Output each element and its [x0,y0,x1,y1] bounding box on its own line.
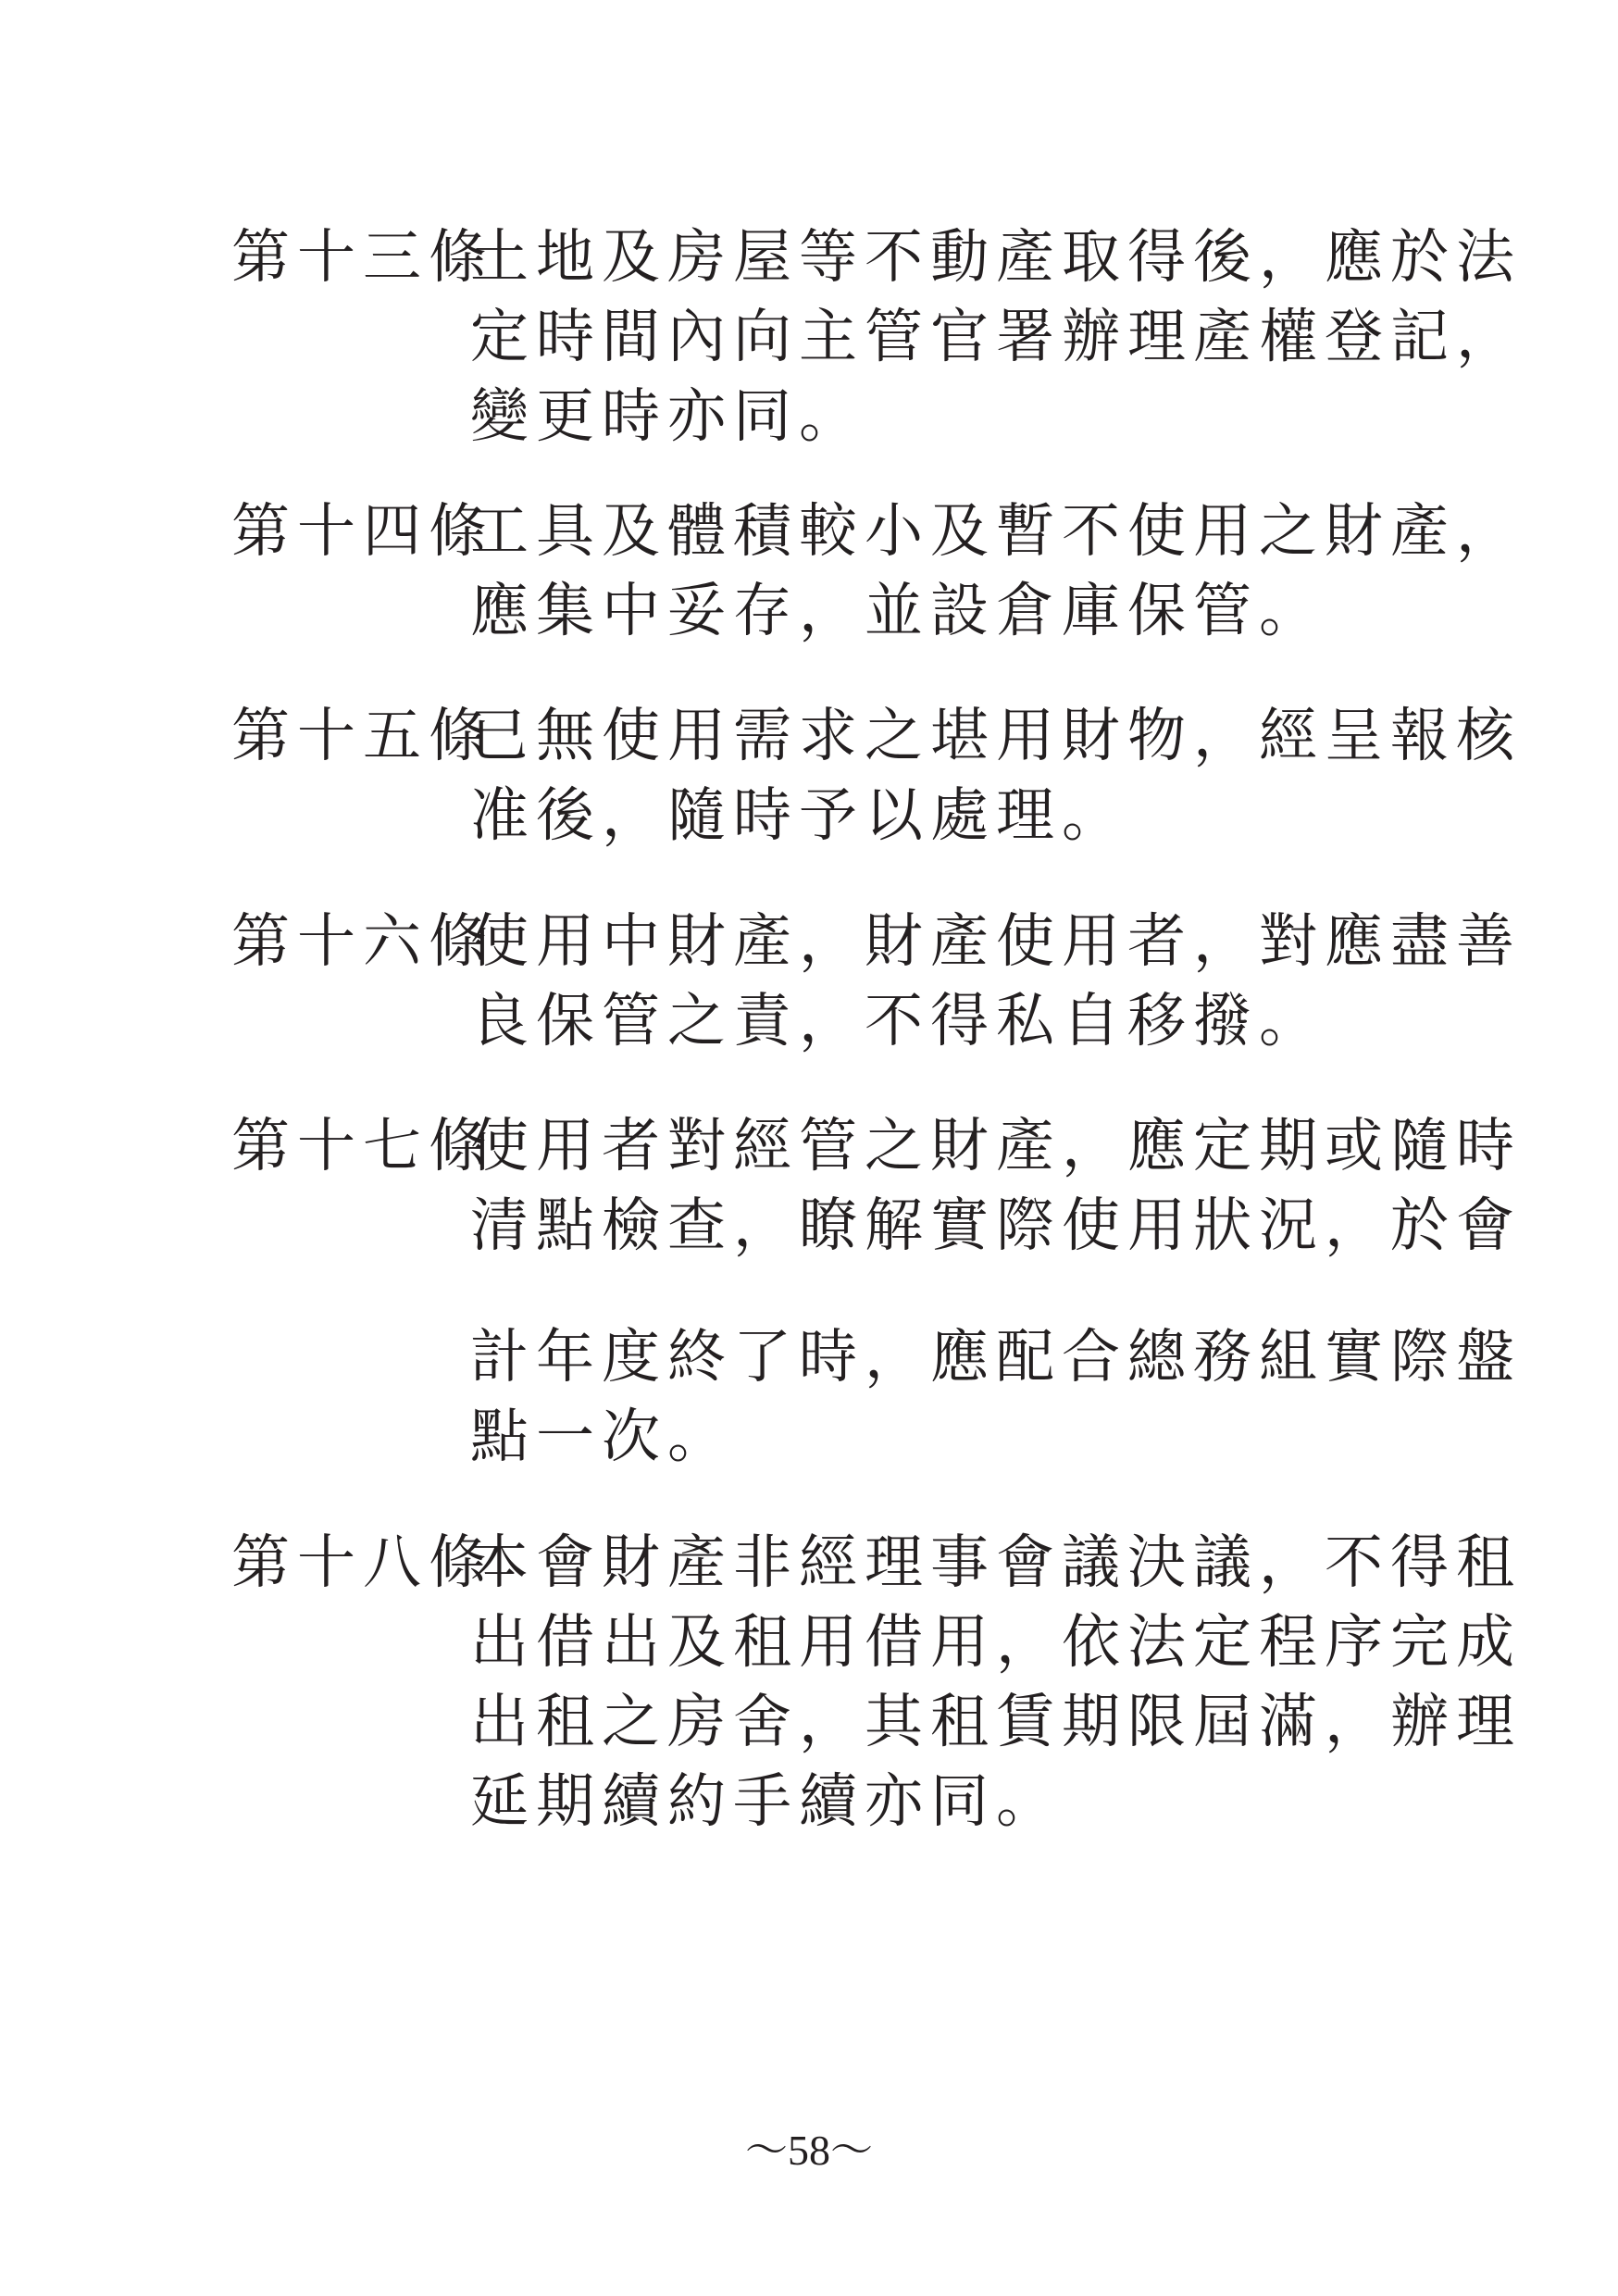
article-label: 第十五條 [231,702,494,769]
article-13 [231,218,1522,456]
article-17 [231,1106,1522,1266]
article-line [231,1397,1398,1477]
article-label: 第十三條 [231,223,494,291]
article-text: 變更時亦同。 [470,382,865,450]
article-16 [231,902,1522,1061]
article-text: 工具及體積較小及暫不使用之財產， [470,497,1522,565]
article-17-continued [231,1317,1522,1477]
article-label: 第十七條 [231,1112,494,1179]
article-text: 延期續約手續亦同。 [470,1767,1062,1835]
article-label: 第十六條 [231,907,494,975]
article-text: 本會財產非經理事會議決議，不得租 [470,1529,1522,1596]
article-text: 已無使用需求之堪用財物，經呈報核 [470,702,1522,769]
article-text: 土地及房屋等不動產取得後，應於法 [470,223,1522,291]
article-label: 第十四條 [231,497,494,565]
article-line [231,1682,1522,1762]
article-text: 使用者對經管之財產，應定期或隨時 [470,1112,1522,1179]
article-text: 准後，隨時予以處理。 [470,781,1127,849]
article-line [231,696,1522,776]
article-text: 出租之房舍，其租賃期限屆滿，辦理 [470,1688,1522,1755]
article-line [231,571,1398,651]
article-line [231,1762,1398,1841]
page-number: ～58～ [745,2127,873,2174]
article-text: 應集中妥存，並設倉庫保管。 [470,577,1325,644]
article-line [231,377,1398,456]
article-text: 定時間內向主管官署辦理產權登記， [470,303,1522,370]
article-line [231,1106,1522,1186]
article-14 [231,492,1522,651]
article-line [231,492,1522,571]
article-18 [231,1523,1522,1841]
article-line [231,981,1398,1061]
article-line [231,218,1522,297]
article-line [231,1186,1522,1266]
article-15 [231,696,1522,855]
article-text: 清點檢查，瞭解實際使用狀況，於會 [470,1192,1522,1259]
article-line [231,1523,1522,1603]
article-line [231,902,1522,981]
article-text: 出借出及租用借用，依法定程序完成 [470,1608,1522,1676]
article-text: 計年度終了時，應配合總務組實際盤 [470,1323,1522,1391]
article-text: 良保管之責，不得私自移撥。 [470,987,1325,1054]
article-line [231,1603,1522,1682]
article-text: 使用中財產，財產使用者，對應盡善 [470,907,1522,975]
article-line [231,1317,1522,1397]
article-line [231,297,1522,377]
article-label: 第十八條 [231,1529,494,1596]
article-line [231,776,1398,855]
article-text: 點一次。 [470,1403,733,1470]
